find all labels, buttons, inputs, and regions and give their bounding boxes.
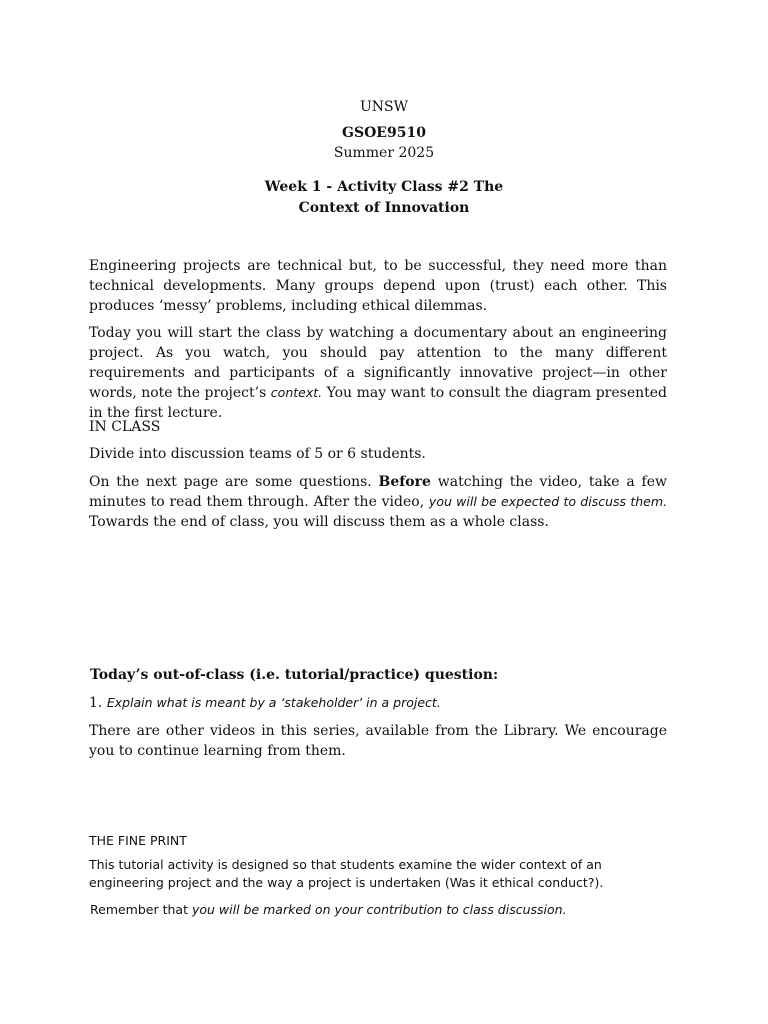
in-class-paragraph-1: Divide into discussion teams of 5 or 6 students. [89,446,426,462]
question-1-text: Explain what is meant by a ‘stakeholder’ in a project. [106,695,441,710]
title-line-2: Context of Innovation [298,200,470,216]
intro-paragraph-1: Engineering projects are technical but, to be successful, they need more than technical developments. Many groups depend upon (trust) each other. This produces ‘messy’ problems, including ethical dilemmas. [89,258,667,314]
fine-print-p2-italic: you will be marked on your contribution to class discussion. [191,902,567,917]
intro-p2-text: Today you will start the class by watching a documentary about an engineering project. As you watch, you should pay attention to the many different requirements and participants of a significantly innovative project—in other words, note the project’s [89,325,667,401]
intro-p2-text-end: You may want to consult the diagram presented in the first lecture. [89,385,667,421]
fine-print-heading: THE FINE PRINT [89,833,187,848]
in-class-p2-text-end: Towards the end of class, you will discuss them as a whole class. [89,514,549,530]
fine-print-p2-text: Remember that [90,902,192,917]
title-line-1: Week 1 - Activity Class #2 The [264,179,504,195]
in-class-p2-italic: you will be expected to discuss them. [428,494,668,509]
in-class-heading: IN CLASS [89,419,161,435]
intro-p2-italic: context. [270,385,323,400]
institution-name: UNSW [359,99,409,115]
in-class-paragraph-2 [89,472,667,532]
out-of-class-heading: Today’s out-of-class (i.e. tutorial/practice) question: [90,667,499,683]
intro-paragraph-2 [89,323,667,423]
in-class-p2-text-mid: watching the video, take a few minutes to read them through. After the video, [89,474,667,510]
in-class-p2-text: On the next page are some questions. [89,474,379,490]
question-1 [89,693,667,713]
fine-print-paragraph-1: This tutorial activity is designed so that students examine the wider context of an engineering project and the way a project is undertaken (Was it ethical conduct?). [89,857,604,890]
fine-print-paragraph-2 [90,901,668,919]
course-code: GSOE9510 [342,125,426,141]
term: Summer 2025 [333,145,435,161]
in-class-p2-bold: Before [378,474,431,490]
question-1-number: 1. [89,695,107,711]
out-of-class-paragraph: There are other videos in this series, available from the Library. We encourage you to continue learning from them. [89,723,667,759]
